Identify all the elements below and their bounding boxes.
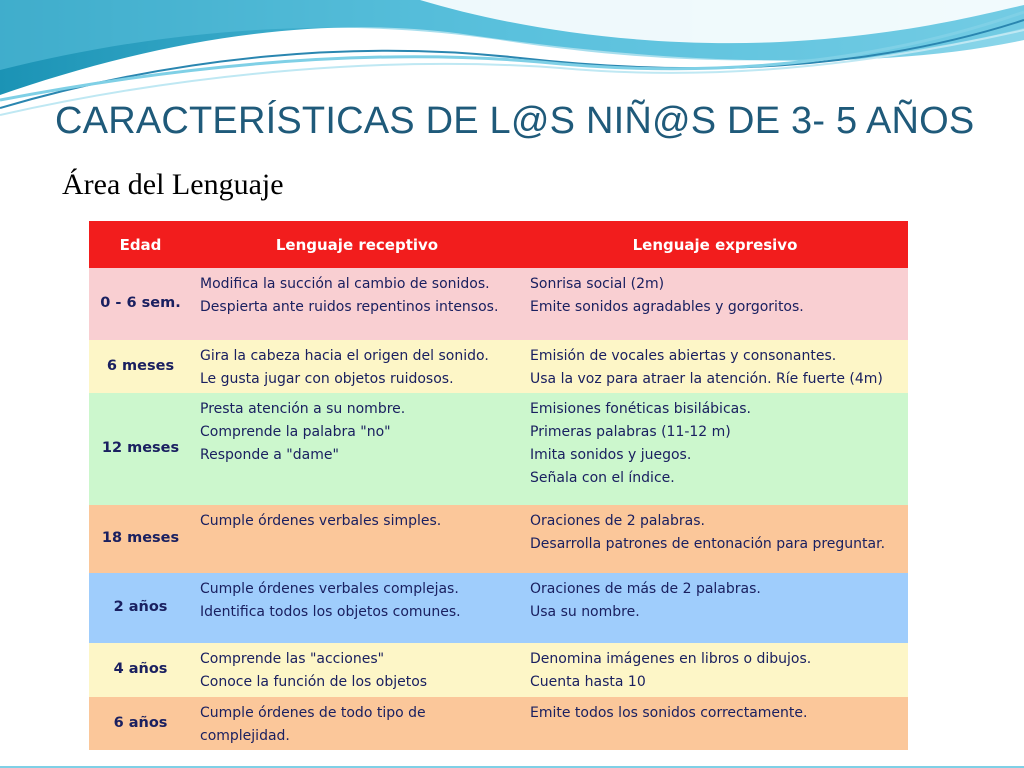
age-cell: 0 - 6 sem. xyxy=(100,295,181,312)
expressive-cell xyxy=(522,643,908,697)
expressive-item: Imita sonidos y juegos. xyxy=(530,447,692,464)
receptive-item: Cumple órdenes verbales simples. xyxy=(200,513,442,530)
receptive-item: Despierta ante ruidos repentinos intensos. xyxy=(200,299,499,316)
table-row xyxy=(89,643,908,697)
age-cell: 18 meses xyxy=(101,530,180,547)
receptive-cell xyxy=(192,268,522,340)
receptive-item: Comprende la palabra "no" xyxy=(200,424,391,441)
language-table xyxy=(89,221,908,746)
header-lenguaje-expresivo: Lenguaje expresivo xyxy=(522,221,908,268)
expressive-item: Denomina imágenes en libros o dibujos. xyxy=(530,651,812,668)
table-row xyxy=(89,393,908,505)
receptive-cell xyxy=(192,573,522,643)
receptive-item: Modifica la succión al cambio de sonidos. xyxy=(200,276,490,292)
expressive-item: Oraciones de más de 2 palabras. xyxy=(530,581,761,598)
expressive-item: Sonrisa social (2m) xyxy=(530,276,665,292)
receptive-item: Cumple órdenes verbales complejas. xyxy=(200,581,459,598)
table-row xyxy=(89,340,908,393)
page-subtitle: Área del Lenguaje xyxy=(62,168,284,201)
expressive-item: Desarrolla patrones de entonación para preguntar. xyxy=(530,536,886,553)
expressive-item: Usa su nombre. xyxy=(530,604,640,621)
receptive-cell xyxy=(192,393,522,505)
age-cell: 6 años xyxy=(113,714,168,731)
expressive-item: Emite sonidos agradables y gorgoritos. xyxy=(530,299,804,316)
receptive-item: Le gusta jugar con objetos ruidosos. xyxy=(200,371,454,388)
receptive-item: Identifica todos los objetos comunes. xyxy=(200,604,461,621)
expressive-item: Emite todos los sonidos correctamente. xyxy=(530,705,808,722)
table-row xyxy=(89,505,908,573)
expressive-cell xyxy=(522,573,908,643)
header-lenguaje-receptivo: Lenguaje receptivo xyxy=(192,221,522,268)
receptive-item: Conoce la función de los objetos xyxy=(200,674,428,691)
expressive-item: Usa la voz para atraer la atención. Ríe fuerte (4m) xyxy=(530,371,883,388)
expressive-cell xyxy=(522,340,908,393)
expressive-item: Primeras palabras (11-12 m) xyxy=(530,424,731,441)
header-edad: Edad xyxy=(89,221,192,268)
receptive-item: Responde a "dame" xyxy=(200,447,339,464)
expressive-cell xyxy=(522,268,908,340)
receptive-cell xyxy=(192,505,522,573)
page-title: CARACTERÍSTICAS DE L@S NIÑ@S DE 3- 5 AÑOS xyxy=(55,100,975,142)
expressive-cell xyxy=(522,393,908,505)
expressive-item: Emisiones fonéticas bisilábicas. xyxy=(530,401,751,418)
expressive-cell xyxy=(522,505,908,573)
bottom-decoration xyxy=(0,760,1024,768)
receptive-cell xyxy=(192,643,522,697)
table-row xyxy=(89,268,908,340)
receptive-cell xyxy=(192,340,522,393)
receptive-cell xyxy=(192,697,522,750)
age-cell: 12 meses xyxy=(101,440,180,457)
table-header-row xyxy=(89,221,908,268)
table-row xyxy=(89,697,908,750)
receptive-item: Comprende las "acciones" xyxy=(200,651,385,668)
table-row xyxy=(89,573,908,643)
expressive-item: Cuenta hasta 10 xyxy=(530,674,646,691)
age-cell: 2 años xyxy=(113,599,168,616)
age-cell: 6 meses xyxy=(106,357,175,374)
expressive-item: Señala con el índice. xyxy=(530,470,675,487)
expressive-item: Emisión de vocales abiertas y consonantes. xyxy=(530,348,837,364)
age-cell: 4 años xyxy=(113,661,168,678)
expressive-item: Oraciones de 2 palabras. xyxy=(530,513,705,530)
receptive-item: Cumple órdenes de todo tipo de complejidad. xyxy=(200,705,426,745)
expressive-cell xyxy=(522,697,908,750)
receptive-item: Gira la cabeza hacia el origen del sonido. xyxy=(200,348,489,364)
receptive-item: Presta atención a su nombre. xyxy=(200,401,406,418)
